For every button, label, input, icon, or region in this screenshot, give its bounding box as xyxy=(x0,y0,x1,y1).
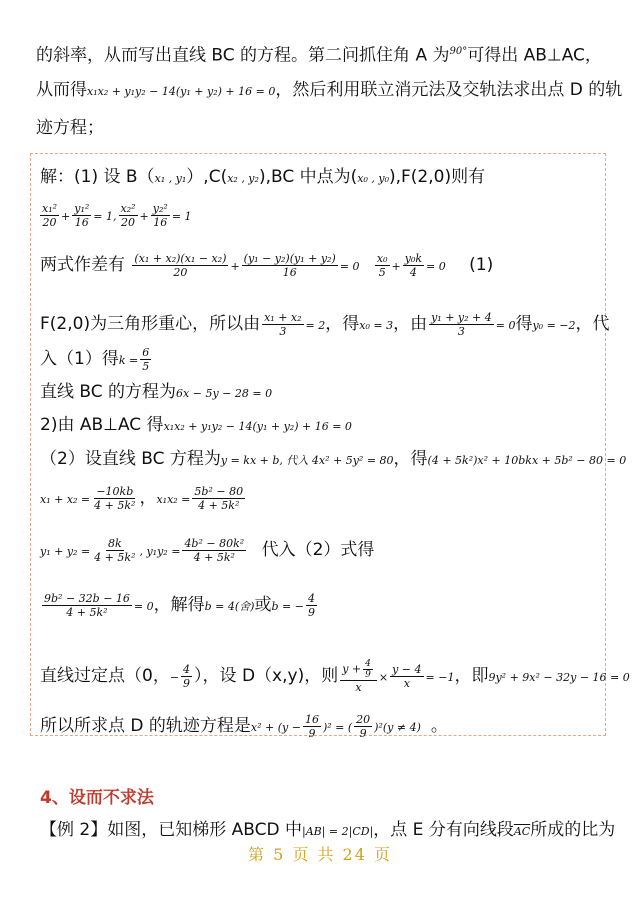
solution-box xyxy=(30,153,606,736)
fraction: $\frac{16}{9}$ xyxy=(304,712,319,740)
text: 或 xyxy=(254,595,272,615)
text: ，点 E 分有向线段 xyxy=(373,820,514,840)
text: ），设 D（x,y)，则 xyxy=(194,666,339,686)
text: ，由 xyxy=(393,314,428,334)
solution-line-8: （2）设直线 BC 方程为y = kx + b, 代入 4x² + 5y² = 80，得(4 + 5k²)x² + 10bkx + 5b² − 80 = 0 xyxy=(40,449,627,469)
text: ),BC 中点为( xyxy=(258,167,358,187)
intro-text: 从而得 xyxy=(36,80,87,100)
fraction: $\frac{4}{9}$ xyxy=(307,591,315,619)
text: 两式作差有 xyxy=(40,255,125,275)
equation-label: (1) xyxy=(469,255,494,275)
text: 所以所求点 D 的轨迹方程是 xyxy=(40,716,251,736)
text: （2）设直线 BC 方程为 xyxy=(40,449,221,469)
math-expr: x₂ , y₂ xyxy=(227,172,259,185)
intro-text: 迹方程； xyxy=(36,118,104,138)
text: 2)由 AB⊥AC 得 xyxy=(40,415,164,435)
solution-line-12: 直线过定点（0，− $\frac{4}{9}$ ），设 D（x,y)，则 y + $\frac{4}{9}$ x × $\frac{y - 4}{x}$ = −1，即9y² + 9x² − 32y − 16 = 0 xyxy=(40,658,630,694)
fraction: $\frac{\text{x₁ + x₂}}{3}$ xyxy=(264,310,302,338)
text: ）,C( xyxy=(186,167,228,187)
intro-line-3 xyxy=(36,116,104,140)
intro-text: 可得出 AB⊥AC， xyxy=(467,45,602,66)
text: 解：(1) 设 B（ xyxy=(40,167,155,187)
fraction: $\frac{\text{y₂²}}{16}$ xyxy=(152,201,168,229)
page-footer: 第 5 页 共 24 页 xyxy=(248,845,392,864)
example-line: 【例 2】如图，已知梯形 ABCD 中|AB| = 2|CD|，点 E 分有向线段$\overline{AC}$所成的比为 xyxy=(40,820,616,840)
text: 代入（2）式得 xyxy=(261,540,375,560)
solution-line-2: $\frac{\text{x₁²}}{20}$ + $\frac{\text{y₁²}}{16}$ = 1, $\frac{\text{x₂²}}{20}$ + $\frac{\text{y₂²}}{16}$ = 1 xyxy=(42,201,192,229)
fraction: $\frac{\text{9b² − 32b − 16}}{\text{4 + 5k²}}$ xyxy=(44,591,130,619)
section-4-title: 4、设而不求法 xyxy=(40,788,154,808)
fraction: $\frac{\text{x₂²}}{20}$ xyxy=(120,201,136,229)
math-expr: x₁ , y₁ xyxy=(154,172,187,185)
fraction: $\frac{4}{9}$ xyxy=(183,662,191,690)
text: 直线 BC 的方程为 xyxy=(40,382,177,402)
solution-line-9: x₁ + x₂ = $\frac{-10kb}{\text{4 + 5k²}}$ ，x₁x₂ = $\frac{\text{5b² − 80}}{\text{4 + 5k²}}$ xyxy=(40,484,244,512)
text: ，代 xyxy=(575,314,610,334)
fraction: $\frac{\text{5b² − 80}}{\text{4 + 5k²}}$ xyxy=(194,484,244,512)
solution-line-3: 两式作差有 $\frac{\text{(x₁ + x₂)(x₁ − x₂)}}{20}$ + $\frac{\text{(y₁ − y₂)(y₁ + y₂)}}{16}$ = 0 $\frac{\text{x₀}}{5}$ + $\frac{\text{y₀k}}{4}$ = 0 (1) xyxy=(40,251,494,279)
text: ，解得 xyxy=(153,595,205,615)
fraction: $\frac{\text{(y₁ − y₂)(y₁ + y₂)}}{16}$ xyxy=(243,251,336,279)
fraction: $\frac{\text{y₁²}}{16}$ xyxy=(74,201,90,229)
fraction: $\frac{y - 4}{x}$ xyxy=(392,662,422,690)
fraction: $\frac{-10kb}{\text{4 + 5k²}}$ xyxy=(94,484,136,512)
fraction: $\frac{\text{x₁²}}{20}$ xyxy=(42,201,58,229)
solution-line-6: 直线 BC 的方程为6x − 5y − 28 = 0 xyxy=(40,382,273,402)
solution-line-11: $\frac{\text{9b² − 32b − 16}}{\text{4 + 5k²}}$ = 0，解得b = 4(舍)或b = − $\frac{4}{9}$ xyxy=(44,591,315,619)
text: ，即 xyxy=(454,666,489,686)
math-expr: x₀ , y₀ xyxy=(357,172,389,185)
math-expr: x₁x₂ + y₁y₂ − 14(y₁ + y₂) + 16 = 0 xyxy=(87,85,276,98)
text: ，得 xyxy=(393,449,428,469)
fraction: $\frac{\text{y₁ + y₂ + 4}}{3}$ xyxy=(431,310,492,338)
text: 得 xyxy=(515,314,533,334)
fraction: y + $\frac{4}{9}$ x xyxy=(340,659,377,694)
solution-line-1 xyxy=(40,165,485,191)
intro-text: 的斜率，从而写出直线 BC 的方程。第二问抓住角 A 为 xyxy=(36,45,450,66)
text: ),F(2,0)则有 xyxy=(388,167,486,187)
text: F(2,0)为三角形重心，所以由 xyxy=(40,314,261,334)
text: ， xyxy=(139,488,157,508)
fraction: $\frac{8k}{\text{4 + 5k²}}$ xyxy=(94,536,136,564)
text: ，得 xyxy=(325,314,360,334)
text: 。 xyxy=(430,716,448,736)
angle-90: 90° xyxy=(449,46,468,57)
text: 【例 2】如图，已知梯形 ABCD 中 xyxy=(40,820,302,840)
intro-line-2 xyxy=(36,78,622,104)
fraction: $\frac{\text{x₀}}{5}$ xyxy=(376,251,388,279)
intro-text: ，然后利用联立消元法及交轨法求出点 D 的轨 xyxy=(275,80,623,100)
solution-line-5: 入（1）得k = $\frac{6}{5}$ xyxy=(40,345,150,373)
intro-line-1 xyxy=(36,40,602,68)
fraction: $\frac{6}{5}$ xyxy=(142,345,150,373)
fraction: $\frac{20}{9}$ xyxy=(356,712,371,740)
solution-line-10: y₁ + y₂ = $\frac{8k}{\text{4 + 5k²}}$ , y₁y₂ = $\frac{\text{4b² − 80k²}}{\text{4 + 5k²}}$ 代入（2）式得 xyxy=(40,536,375,564)
fraction: $\frac{\text{y₀k}}{4}$ xyxy=(404,251,423,279)
solution-line-7: 2)由 AB⊥AC 得x₁x₂ + y₁y₂ − 14(y₁ + y₂) + 16 = 0 xyxy=(40,415,352,435)
text: 直线过定点（0， xyxy=(40,666,170,686)
text: 入（1）得 xyxy=(40,349,119,369)
solution-line-4: F(2,0)为三角形重心，所以由 $\frac{\text{x₁ + x₂}}{3}$ = 2，得x₀ = 3，由 $\frac{\text{y₁ + y₂ + 4}}{3}$ = 0得y₀ = −2，代 xyxy=(40,310,610,338)
fraction: $\frac{\text{(x₁ + x₂)(x₁ − x₂)}}{20}$ xyxy=(134,251,227,279)
text: 所成的比为 xyxy=(530,820,616,840)
fraction: $\frac{\text{4b² − 80k²}}{\text{4 + 5k²}}$ xyxy=(184,536,245,564)
solution-line-13: 所以所求点 D 的轨迹方程是x² + (y − $\frac{16}{9}$ )² = ( $\frac{20}{9}$ )²(y ≠ 4) 。 xyxy=(40,712,448,740)
